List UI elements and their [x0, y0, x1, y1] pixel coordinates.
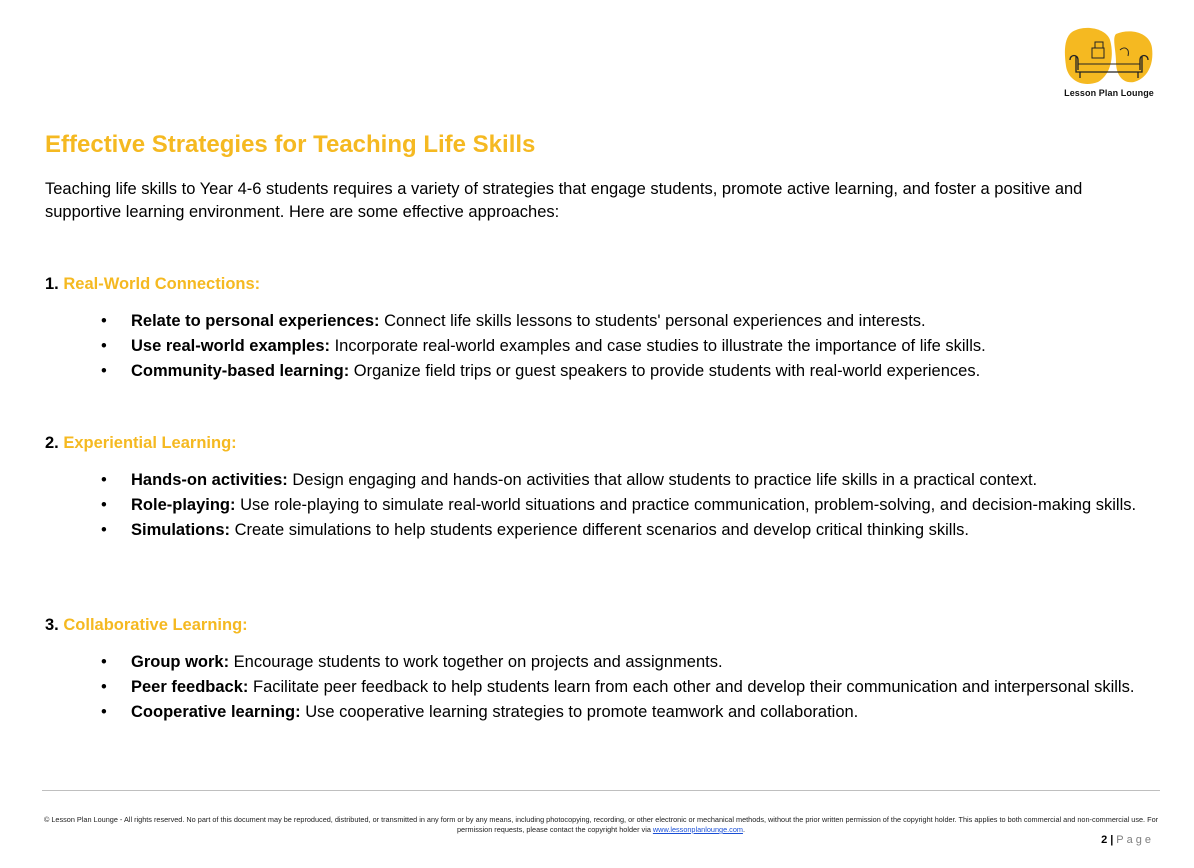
list-item	[45, 310, 1160, 333]
bullet-icon: •	[101, 337, 107, 355]
item-term: Role-playing:	[131, 496, 236, 514]
item-term: Group work:	[131, 653, 230, 671]
list-item	[45, 360, 1160, 383]
page-separator: |	[1110, 834, 1114, 846]
page-number-value: 2	[1101, 834, 1108, 846]
bullet-list	[45, 310, 1160, 383]
section-experiential-learning	[45, 432, 1160, 544]
item-text: Facilitate peer feedback to help students learn from each other and develop their communication and interpersonal skills.	[248, 678, 1135, 696]
website-link[interactable]: www.lessonplanlounge.com	[652, 825, 743, 834]
bullet-list	[45, 469, 1160, 542]
bullet-icon: •	[101, 362, 107, 380]
list-item	[45, 701, 1160, 724]
item-text: Connect life skills lessons to students' personal experiences and interests.	[379, 312, 926, 330]
item-text: Organize field trips or guest speakers to provide students with real-world experiences.	[349, 362, 981, 380]
item-term: Peer feedback:	[131, 678, 249, 696]
item-term: Use real-world examples:	[131, 337, 330, 355]
bullet-list	[45, 651, 1160, 724]
bullet-icon: •	[101, 496, 107, 514]
bullet-icon: •	[101, 312, 107, 330]
copyright-text: © Lesson Plan Lounge - All rights reserved. No part of this document may be reproduced, distributed, or transmitted in any form or by any means, including photocopying, recording, or other electronic or mechanical methods, without the prior written permission of the copyright holder. This applies to both commercial and non-commercial use. For permission requests, please contact the copyright holder via	[43, 815, 1159, 834]
section-number: 3.	[45, 616, 59, 634]
page-word: Page	[1116, 834, 1154, 846]
list-item	[45, 676, 1160, 699]
section-real-world-connections	[45, 273, 1160, 385]
bullet-icon: •	[101, 703, 107, 721]
item-text: Use cooperative learning strategies to promote teamwork and collaboration.	[300, 703, 859, 721]
logo	[1058, 26, 1160, 102]
item-term: Hands-on activities:	[131, 471, 288, 489]
bullet-icon: •	[101, 653, 107, 671]
section-heading	[45, 432, 1160, 454]
list-item	[45, 335, 1160, 358]
bullet-icon: •	[101, 521, 107, 539]
section-title: Real-World Connections:	[63, 275, 261, 293]
page-title: Effective Strategies for Teaching Life Skills	[45, 131, 536, 158]
section-number: 2.	[45, 434, 59, 452]
item-term: Community-based learning:	[131, 362, 350, 380]
footer-divider	[42, 790, 1160, 791]
list-item	[45, 494, 1160, 517]
section-number: 1.	[45, 275, 59, 293]
item-term: Relate to personal experiences:	[131, 312, 380, 330]
bullet-icon: •	[101, 471, 107, 489]
item-text: Create simulations to help students experience different scenarios and develop critical thinking skills.	[230, 521, 969, 539]
item-term: Simulations:	[131, 521, 231, 539]
list-item	[45, 469, 1160, 492]
list-item	[45, 651, 1160, 674]
section-title: Experiential Learning:	[63, 434, 237, 452]
item-term: Cooperative learning:	[131, 703, 301, 721]
copyright-notice	[42, 815, 1160, 835]
sofa-logo-icon	[1062, 26, 1156, 86]
item-text: Design engaging and hands-on activities that allow students to practice life skills in a practical context.	[287, 471, 1038, 489]
copyright-end: .	[742, 825, 745, 834]
page-number	[1101, 834, 1154, 846]
item-text: Incorporate real-world examples and case studies to illustrate the importance of life skills.	[330, 337, 986, 355]
section-collaborative-learning	[45, 614, 1160, 726]
item-text: Encourage students to work together on projects and assignments.	[229, 653, 723, 671]
logo-text: Lesson Plan Lounge	[1064, 88, 1154, 98]
intro-paragraph: Teaching life skills to Year 4-6 students requires a variety of strategies that engage students, promote active learning, and foster a positive and supportive learning environment. Here are some effective approaches:	[45, 180, 1083, 221]
bullet-icon: •	[101, 678, 107, 696]
section-heading	[45, 273, 1160, 295]
list-item	[45, 519, 1160, 542]
item-text: Use role-playing to simulate real-world situations and practice communication, problem-solving, and decision-making skills.	[235, 496, 1137, 514]
section-heading	[45, 614, 1160, 636]
section-title: Collaborative Learning:	[63, 616, 248, 634]
